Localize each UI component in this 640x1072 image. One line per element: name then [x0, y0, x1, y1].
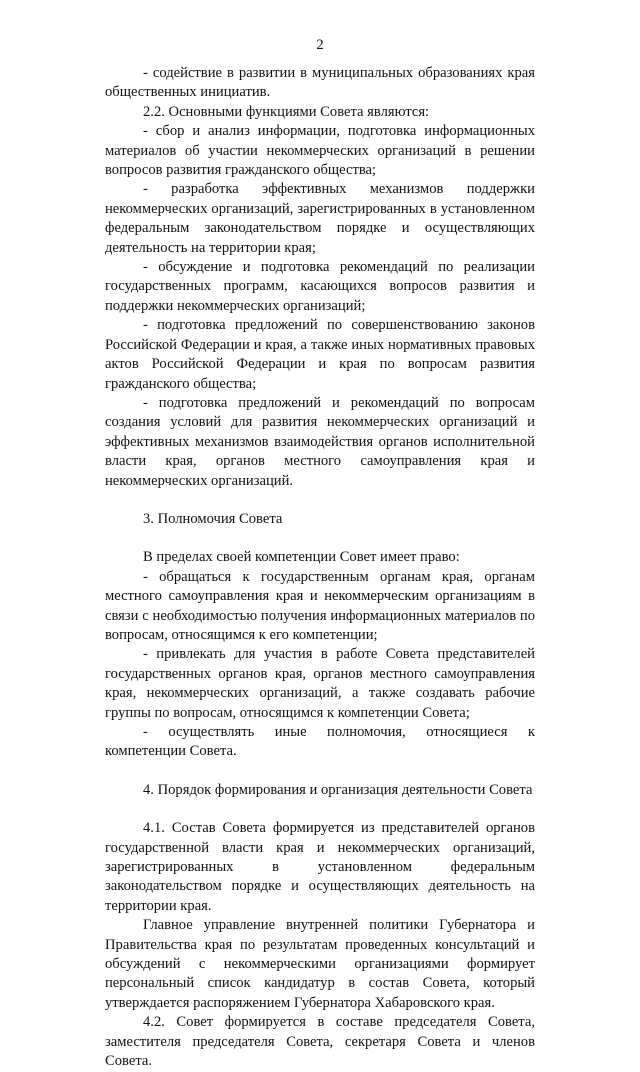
paragraph: - сбор и анализ информации, подготовка информационных материалов об участии некоммерческих организаций в решении вопросов развития гражданского общества;	[105, 123, 535, 179]
spacer	[105, 762, 535, 781]
section-heading: 4. Порядок формирования и организация деятельности Совета	[143, 781, 533, 798]
paragraph: Главное управление внутренней политики Губернатора и Правительства края по результатам проведенных консультаций и обсуждений с некоммерческими организациями формирует персональный список кандидатур в состав Совета, который утверждается распоряжением Губернатора Хабаровского края.	[105, 917, 535, 1011]
section-heading: 3. Полномочия Совета	[143, 510, 283, 527]
page-number: 2	[316, 37, 324, 53]
paragraph: - осуществлять иные полномочия, относящиеся к компетенции Совета.	[105, 724, 535, 760]
paragraph: - привлекать для участия в работе Совета представителей государственных органов края, органов местного самоуправления края, некоммерческих организаций, а также создавать рабочие группы по вопросам, относящимся к компетенции Совета;	[105, 646, 535, 721]
paragraph: - подготовка предложений и рекомендаций по вопросам создания условий для развития некоммерческих организаций и эффективных механизмов взаимодействия органов исполнительной власти края, органов местного самоуправления края и некоммерческих организаций.	[105, 394, 535, 489]
spacer	[105, 529, 535, 548]
paragraph: 2.2. Основными функциями Совета являются:	[143, 103, 430, 120]
paragraph: - обращаться к государственным органам края, органам местного самоуправления края и некоммерческим организациям в связи с необходимостью получения информационных материалов по вопросам, относящимся к его компетенции;	[105, 568, 535, 643]
document-body	[105, 64, 535, 1072]
paragraph: - содействие в развитии в муниципальных образованиях края общественных инициатив.	[105, 65, 535, 101]
spacer	[105, 491, 535, 510]
spacer	[105, 800, 535, 819]
paragraph: 4.1. Состав Совета формируется из представителей органов государственной власти края и некоммерческих организаций, зарегистрированных в установленном федеральным законодательством порядке и осуществляющих деятельность на территории края.	[105, 820, 535, 914]
paragraph: - подготовка предложений по совершенствованию законов Российской Федерации и края, а также иных нормативных правовых актов Российской Федерации и края по вопросам развития гражданского общества;	[105, 317, 535, 392]
paragraph: - обсуждение и подготовка рекомендаций по реализации государственных программ, касающихся вопросов развития и поддержки некоммерческих организаций;	[105, 259, 535, 314]
paragraph: 4.2. Совет формируется в составе председателя Совета, заместителя председателя Совета, секретаря Совета и членов Совета.	[105, 1014, 535, 1070]
paragraph: - разработка эффективных механизмов поддержки некоммерческих организаций, зарегистрированных в установленном федеральным законодательством порядке и осуществляющих деятельность на территории края;	[105, 181, 535, 256]
paragraph: В пределах своей компетенции Совет имеет право:	[143, 549, 460, 566]
